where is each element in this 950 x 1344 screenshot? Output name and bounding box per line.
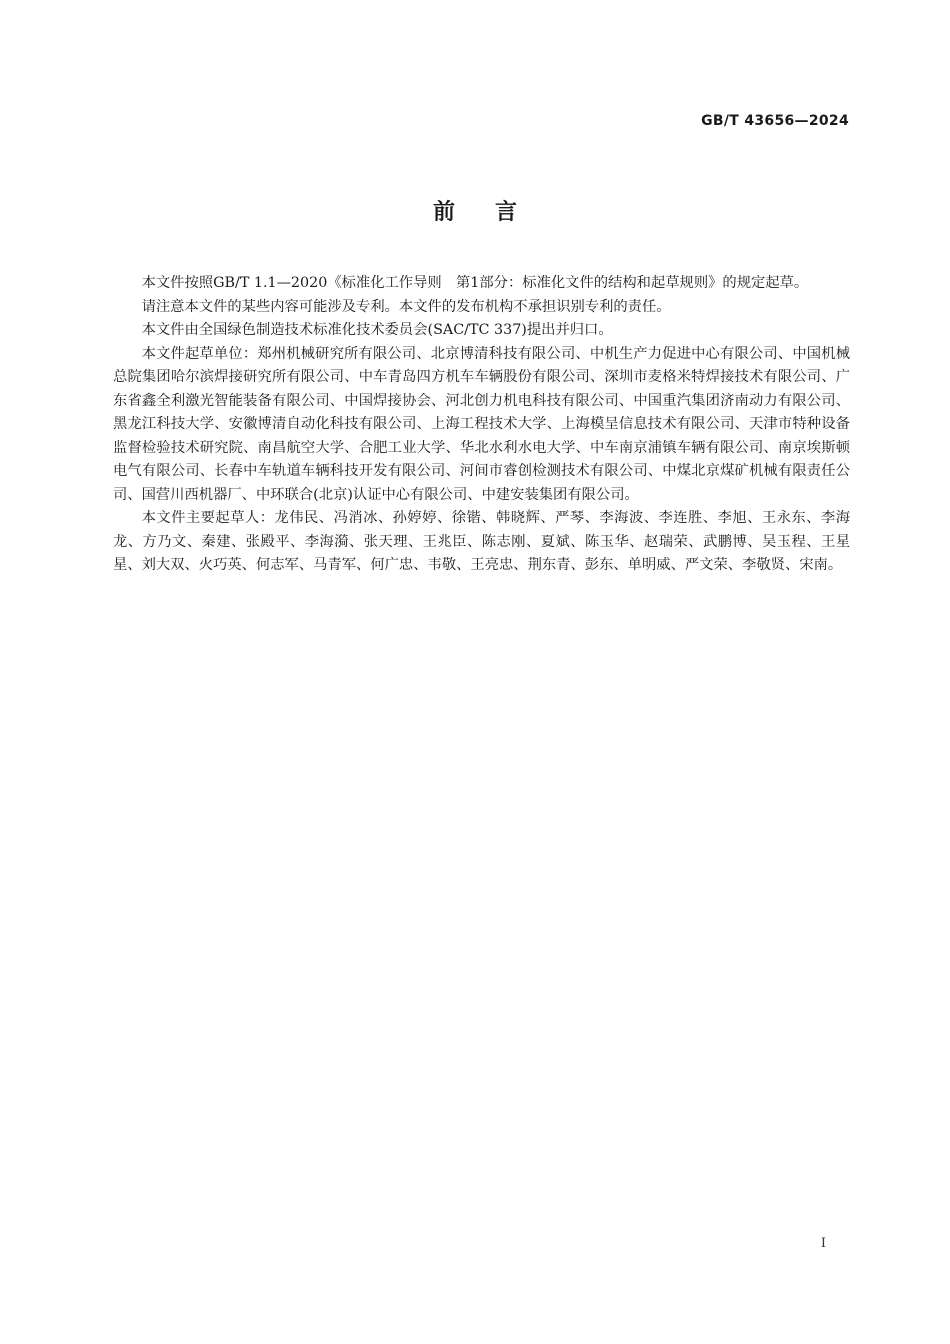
- page-number: I: [820, 1236, 826, 1251]
- paragraph-drafting-units: 本文件起草单位：郑州机械研究所有限公司、北京博清科技有限公司、中机生产力促进中心有限公司、中国机械总院集团哈尔滨焊接研究所有限公司、中车青岛四方机车车辆股份有限公司、深圳市麦格米特焊接技术有限公司、广东省鑫全利激光智能装备有限公司、中国焊接协会、河北创力机电科技有限公司、中国重汽集团济南动力有限公司、黑龙江科技大学、安徽博清自动化科技有限公司、上海工程技术大学、上海模呈信息技术有限公司、天津市特种设备监督检验技术研究院、南昌航空大学、合肥工业大学、华北水利水电大学、中车南京浦镇车辆有限公司、南京埃斯顿电气有限公司、长春中车轨道车辆科技开发有限公司、河间市睿创检测技术有限公司、中煤北京煤矿机械有限责任公司、国营川西机器厂、中环联合(北京)认证中心有限公司、中建安装集团有限公司。: [113, 345, 850, 503]
- paragraph-patent-notice: 请注意本文件的某些内容可能涉及专利。本文件的发布机构不承担识别专利的责任。: [141, 298, 671, 315]
- paragraph-drafters: 本文件主要起草人：龙伟民、冯消冰、孙婷婷、徐锴、韩晓辉、严琴、李海波、李连胜、李旭、王永东、李海龙、方乃文、秦建、张殿平、李海漪、张天理、王兆臣、陈志刚、夏斌、陈玉华、赵瑞荣、武鹏博、吴玉程、王星星、刘大双、火巧英、何志军、马青军、何广忠、韦敬、王亮忠、荆东青、彭东、单明威、严文荣、李敬贤、宋南。: [113, 510, 850, 573]
- paragraph-committee: 本文件由全国绿色制造技术标准化技术委员会(SAC/TC 337)提出并归口。: [141, 322, 613, 338]
- foreword-body: [113, 272, 850, 578]
- paragraph-drafting-rules: 本文件按照GB/T 1.1—2020《标准化工作导则 第1部分：标准化文件的结构和起草规则》的规定起草。: [141, 275, 809, 291]
- page-title: 前言: [432, 200, 557, 225]
- standard-number: GB/T 43656—2024: [701, 113, 849, 129]
